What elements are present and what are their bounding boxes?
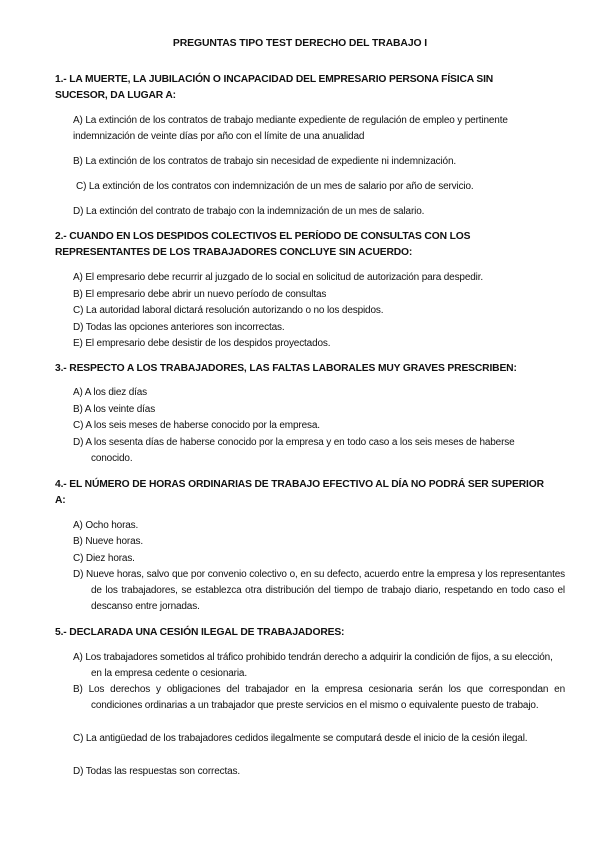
question-3-option-a: A) A los diez días <box>73 387 148 398</box>
document-title: PREGUNTAS TIPO TEST DERECHO DEL TRABAJO I <box>172 38 428 49</box>
question-5: 5.- DECLARADA UNA CESIÓN ILEGAL DE TRABAJADORES: <box>55 627 345 638</box>
question-4-option-b: B) Nueve horas. <box>73 536 144 547</box>
question-2-option-e: E) El empresario debe desistir de los despidos proyectados. <box>73 338 331 349</box>
question-2-option-a: A) El empresario debe recurrir al juzgado de lo social en solicitud de autorización para despedir. <box>73 272 483 283</box>
question-3-option-d: D) A los sesenta días de haberse conocido por la empresa y en todo caso a los seis meses de haberse conocido. <box>73 437 515 464</box>
question-4-option-d: D) Nueve horas, salvo que por convenio colectivo o, en su defecto, acuerdo entre la empresa y los representantes de los trabajadores, se establezca otra distribución del tiempo de trabajo diario, respetando en todo caso el descanso entre jornadas. <box>73 569 565 612</box>
question-1-option-d: D) La extinción del contrato de trabajo con la indemnización de un mes de salario. <box>73 206 425 217</box>
question-4: 4.- EL NÚMERO DE HORAS ORDINARIAS DE TRABAJO EFECTIVO AL DÍA NO PODRÁ SER SUPERIOR A: <box>55 479 544 506</box>
question-1-option-a: A) La extinción de los contratos de trabajo mediante expediente de regulación de empleo y pertinente indemnización de veinte días por año con el límite de una anualidad <box>73 115 508 142</box>
question-2-option-b: B) El empresario debe abrir un nuevo período de consultas <box>73 289 327 300</box>
question-1-option-b: B) La extinción de los contratos de trabajo sin necesidad de expediente ni indemnización. <box>73 156 457 167</box>
question-5-option-c: C) La antigüedad de los trabajadores cedidos ilegalmente se computará desde el inicio de la cesión ilegal. <box>73 733 528 744</box>
question-2: 2.- CUANDO EN LOS DESPIDOS COLECTIVOS EL PERÍODO DE CONSULTAS CON LOS REPRESENTANTES DE LOS TRABAJADORES CONCLUYE SIN ACUERDO: <box>55 231 471 258</box>
question-5-option-a: A) Los trabajadores sometidos al tráfico prohibido tendrán derecho a adquirir la condición de fijos, a su elección, en la empresa cedente o cesionaria. <box>73 652 553 679</box>
question-3-option-c: C) A los seis meses de haberse conocido por la empresa. <box>73 420 320 431</box>
question-5-option-d: D) Todas las respuestas son correctas. <box>73 766 240 777</box>
question-1: 1.- LA MUERTE, LA JUBILACIÓN O INCAPACIDAD DEL EMPRESARIO PERSONA FÍSICA SIN SUCESOR, DA LUGAR A: <box>55 74 494 101</box>
question-2-option-c: C) La autoridad laboral dictará resolución autorizando o no los despidos. <box>73 305 384 316</box>
question-4-option-a: A) Ocho horas. <box>73 520 139 531</box>
question-1-option-c: C) La extinción de los contratos con indemnización de un mes de salario por año de servicio. <box>76 181 474 192</box>
question-3: 3.- RESPECTO A LOS TRABAJADORES, LAS FALTAS LABORALES MUY GRAVES PRESCRIBEN: <box>55 363 517 374</box>
question-4-option-c: C) Diez horas. <box>73 553 135 564</box>
question-3-option-b: B) A los veinte días <box>73 404 156 415</box>
question-2-option-d: D) Todas las opciones anteriores son incorrectas. <box>73 322 285 333</box>
question-5-option-b: B) Los derechos y obligaciones del trabajador en la empresa cesionaria serán los que correspondan en condiciones ordinarias a un trabajador que preste servicios en el mismo o equivalente puesto de trabajo. <box>73 684 565 711</box>
